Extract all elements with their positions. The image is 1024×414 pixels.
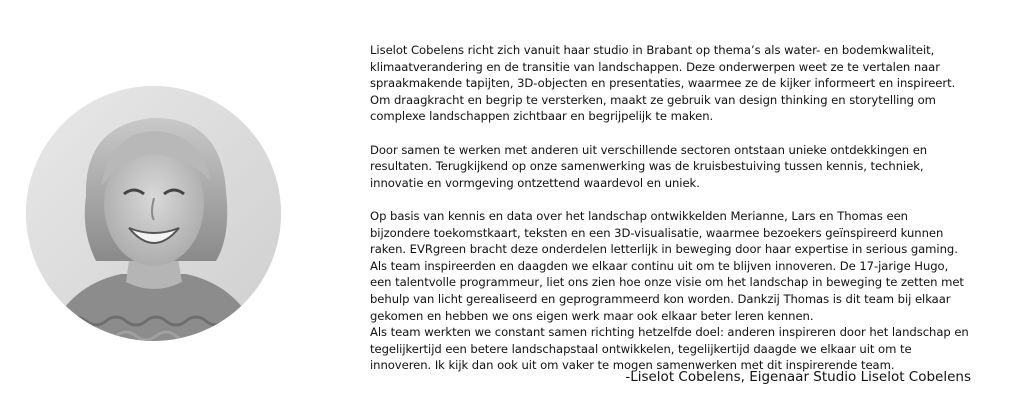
signature: -Liselot Cobelens, Eigenaar Studio Liselot Cobelens xyxy=(625,369,971,385)
paragraph-team: Op basis van kennis en data over het landschap ontwikkelden Merianne, Lars en Thomas een bijzondere toekomstkaart, teksten en een 3D-visualisatie, waarmee bezoekers geïnspireerd kunnen raken. EVRgreen bracht deze onderdelen letterlijk in beweging door haar expertise in serious gaming. Als team inspireerden en daagden we elkaar continu uit om te blijven innoveren. De 17-jarige Hugo, een talentvolle programmeur, liet ons zien hoe onze visie om het landschap in beweging te zetten met behulp van licht gerealiseerd en geprogrammeerd kon worden. Dankzij Thomas is dit team bij elkaar gekomen en hebben we ons eigen werk maar ook elkaar beter leren kennen. xyxy=(370,208,964,323)
portrait-photo xyxy=(26,86,281,341)
paragraph-intro: Liselot Cobelens richt zich vanuit haar studio in Brabant op thema’s als water- en bodemkwaliteit, klimaatverandering en de transitie van landschappen. Deze onderwerpen weet ze te vertalen naar spraakmakende tapijten, 3D-objecten en presentaties, waarmee ze de kijker informeert en inspireert. Om draagkracht en begrip te versterken, maakt ze gebruik van design thinking en storytelling om complexe landschappen zichtbaar en begrijpelijk te maken. xyxy=(370,43,956,124)
paragraph-collaboration: Door samen te werken met anderen uit verschillende sectoren ontstaan unieke ontdekkingen en resultaten. Terugkijkend op onze samenwerking was de kruisbestuiving tussen kennis, techniek, innovatie en vormgeving ontzettend waardevol en uniek. xyxy=(370,142,928,190)
testimonial-text xyxy=(370,42,970,390)
paragraph-goal: Als team werkten we constant samen richting hetzelfde doel: anderen inspireren door het landschap en tegelijkertijd een betere landschapstaal ontwikkelen, tegelijkertijd daagde we elkaar uit om te innoveren. Ik kijk dan ook uit om vaker te mogen samenwerken met dit inspirerende team. xyxy=(370,325,969,373)
